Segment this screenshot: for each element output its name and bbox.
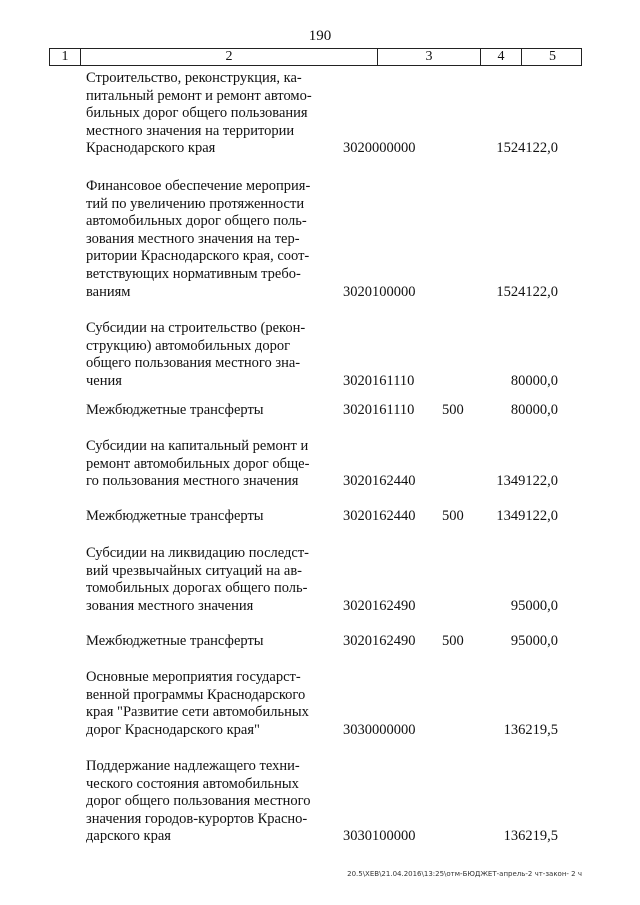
row-amount: 80000,0 xyxy=(510,402,558,418)
description-line: Межбюджетные трансферты xyxy=(86,633,264,649)
description-line: местного значения на территории xyxy=(86,122,295,139)
description-line: дарского края xyxy=(86,828,171,845)
page-number: 190 xyxy=(308,28,332,44)
description-line: значения городов-курортов Красно- xyxy=(86,810,308,827)
row-description xyxy=(86,438,326,491)
row-expense-type: 500 xyxy=(442,633,464,649)
row-code: 3020162440 xyxy=(343,508,416,524)
row-amount: 1349122,0 xyxy=(496,508,558,524)
row-code: 3020162490 xyxy=(343,633,416,649)
row-code: 3030100000 xyxy=(343,828,416,845)
row-amount: 95000,0 xyxy=(510,597,558,614)
row-code: 3020000000 xyxy=(343,140,416,157)
row-amount: 136219,5 xyxy=(503,721,558,738)
description-line: края "Развитие сети автомобильных xyxy=(86,704,309,721)
description-line: Межбюджетные трансферты xyxy=(86,402,264,418)
row-amount: 95000,0 xyxy=(510,633,558,649)
row-expense-type: 500 xyxy=(442,508,464,524)
row-description xyxy=(86,320,326,390)
row-amount: 1349122,0 xyxy=(496,473,558,490)
row-code: 3020162440 xyxy=(343,473,416,490)
header-col-2: 2 xyxy=(81,49,378,65)
description-line: ритории Краснодарского края, соот- xyxy=(86,248,310,265)
row-code: 3020161110 xyxy=(343,402,415,418)
description-line: Строительство, реконструкция, ка- xyxy=(86,70,302,86)
row-description xyxy=(86,70,326,158)
description-line: общего пользования местного зна- xyxy=(86,355,301,372)
description-line: томобильных дорогах общего поль- xyxy=(86,580,308,597)
description-line: Субсидии на ликвидацию последст- xyxy=(86,545,309,561)
description-line: венной программы Краснодарского xyxy=(86,686,306,703)
description-line: струкцию) автомобильных дорог xyxy=(86,337,291,354)
row-amount: 136219,5 xyxy=(503,828,558,845)
description-line: бильных дорог общего пользования xyxy=(86,105,308,122)
row-amount: 1524122,0 xyxy=(496,283,558,300)
row-description xyxy=(86,669,326,739)
row-code: 3020162490 xyxy=(343,597,416,614)
description-line: зования местного значения на тер- xyxy=(86,230,300,247)
description-line: чения xyxy=(86,372,122,389)
row-code: 3020100000 xyxy=(343,283,416,300)
row-amount: 1524122,0 xyxy=(496,140,558,157)
description-line: тий по увеличению протяженности xyxy=(86,195,305,212)
row-code: 3020161110 xyxy=(343,372,415,389)
row-description xyxy=(86,633,326,651)
description-line: ремонт автомобильных дорог обще- xyxy=(86,455,310,472)
row-amount: 80000,0 xyxy=(510,372,558,389)
description-line: дорог Краснодарского края" xyxy=(86,721,260,738)
description-line: ваниям xyxy=(86,283,131,300)
header-col-3: 3 xyxy=(378,49,481,65)
row-expense-type: 500 xyxy=(442,402,464,418)
table-header xyxy=(49,48,582,66)
row-description xyxy=(86,758,326,846)
row-description xyxy=(86,178,326,301)
description-line: Субсидии на капитальный ремонт и xyxy=(86,438,309,454)
row-code: 3030000000 xyxy=(343,721,416,738)
description-line: ческого состояния автомобильных xyxy=(86,775,299,792)
description-line: дорог общего пользования местного xyxy=(86,793,311,810)
footer-filepath: 20.5\ХЕВ\21.04.2016\13:25\отм-БЮДЖЕТ-апрель-2 чт-закон- 2 ч xyxy=(347,870,582,878)
header-col-1: 1 xyxy=(50,49,81,65)
description-line: Краснодарского края xyxy=(86,140,216,157)
description-line: питальный ремонт и ремонт автомо- xyxy=(86,87,312,104)
description-line: Основные мероприятия государст- xyxy=(86,669,301,685)
row-description xyxy=(86,545,326,615)
description-line: вий чрезвычайных ситуаций на ав- xyxy=(86,562,302,579)
description-line: зования местного значения xyxy=(86,597,254,614)
row-description xyxy=(86,508,326,526)
header-col-4: 4 xyxy=(481,49,522,65)
description-line: го пользования местного значения xyxy=(86,473,299,490)
description-line: Субсидии на строительство (рекон- xyxy=(86,320,306,336)
description-line: Межбюджетные трансферты xyxy=(86,508,264,524)
header-col-5: 5 xyxy=(549,49,556,64)
description-line: автомобильных дорог общего поль- xyxy=(86,213,307,230)
row-description xyxy=(86,402,326,420)
description-line: Финансовое обеспечение мероприя- xyxy=(86,178,311,194)
description-line: ветствующих нормативным требо- xyxy=(86,265,301,282)
description-line: Поддержание надлежащего техни- xyxy=(86,758,300,774)
